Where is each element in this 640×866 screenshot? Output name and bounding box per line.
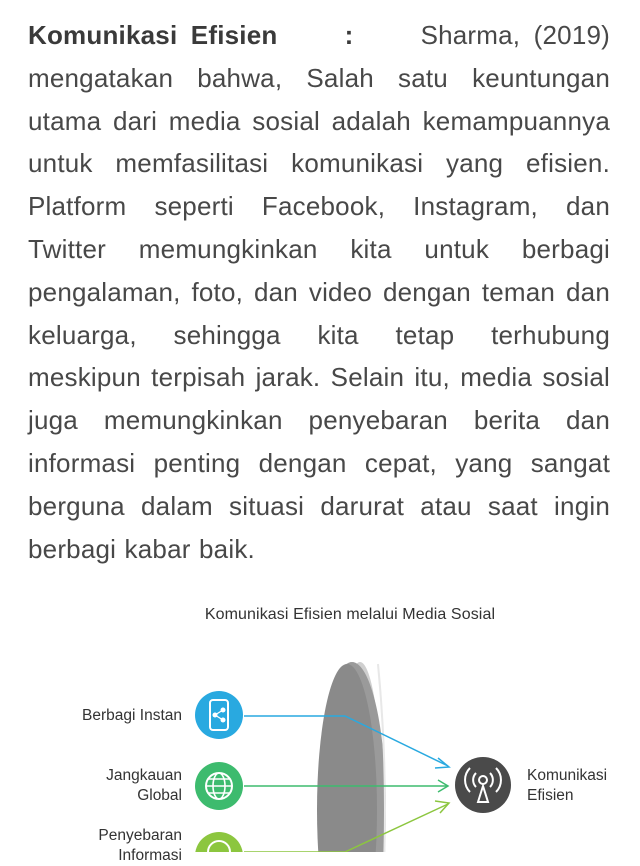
label-berbagi-instan: Berbagi Instan [82,707,182,724]
label-jangkauan-line2: Global [137,787,182,804]
paragraph-body: Sharma, (2019) mengatakan bahwa, Salah satu keuntungan utama dari media sosial adalah kemampuannya untuk memfasilitasi komunikasi yang efisien. Platform seperti Facebook, Instagram, dan Twitter memungkinkan kita untuk berbagi pengalaman, foto, dan video dengan teman dan keluarga, sehingga kita tetap terhubung meskipun terpisah jarak. Selain itu, media sosial juga memungkinkan penyebaran berita dan informasi penting dengan cepat, yang sangat berguna dalam situasi darurat atau saat ingin berbagi kabar baik. [28,20,611,564]
globe-icon [195,762,243,810]
label-output-line2: Efisien [527,787,574,804]
diagram-title: Komunikasi Efisien melalui Media Sosial [204,606,496,623]
body-paragraph [28,14,610,570]
label-jangkauan-global [106,766,182,806]
paragraph-heading: Komunikasi Efisien [28,20,278,50]
paragraph-colon: : [344,20,354,50]
broadcast-icon [455,757,511,813]
share-phone-icon [195,691,243,739]
label-output-line1: Komunikasi [527,767,608,784]
info-icon [195,832,243,852]
label-penyebaran-informasi [98,826,182,866]
label-penyebaran-line2: Informasi [118,847,182,864]
diagram [0,590,640,864]
label-jangkauan-line1: Jangkauan [106,767,182,784]
label-penyebaran-line1: Penyebaran [98,827,182,844]
lens-shape [317,662,386,852]
label-komunikasi-efisien [527,766,607,806]
